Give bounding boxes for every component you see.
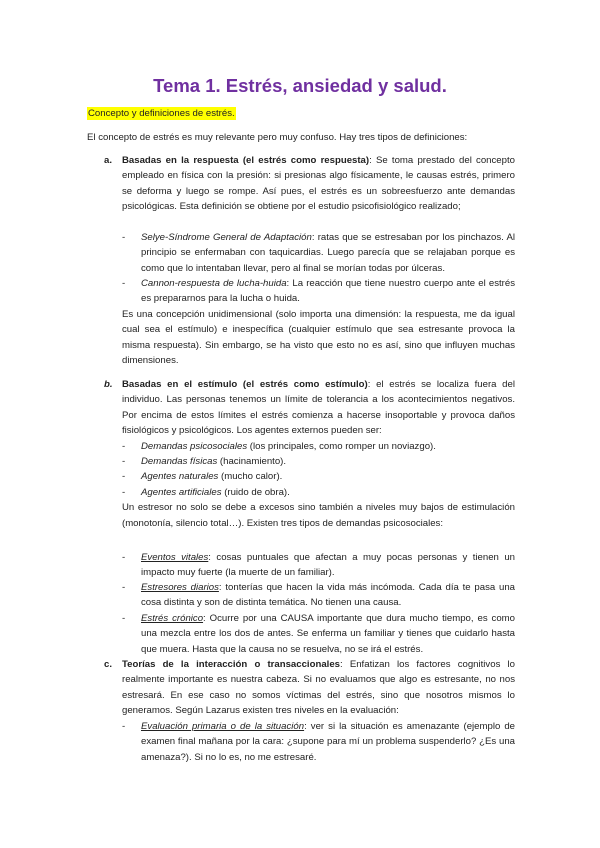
- list-item: [141, 719, 515, 765]
- list-item: [141, 439, 515, 454]
- item-term: Estresores diarios: [141, 582, 219, 593]
- definition-c: [122, 657, 515, 719]
- list-item: [141, 580, 515, 611]
- item-term: Agentes naturales: [141, 471, 219, 482]
- item-text: : La reacción que tiene nuestro cuerpo ante el estrés es prepararnos para la lucha o huida.: [141, 278, 515, 305]
- item-term: Cannon-respuesta de lucha-huida: [141, 278, 287, 289]
- item-text: (ruido de obra).: [221, 487, 290, 498]
- list-item: [141, 550, 515, 581]
- bullet-dash: -: [122, 721, 126, 732]
- item-text: : cosas puntuales que afectan a muy pocas personas y tienen un impacto muy fuerte (la muerte de un familiar).: [141, 552, 515, 579]
- list-item: [141, 454, 515, 469]
- list-item: [141, 276, 515, 307]
- definition-a-heading: Basadas en la respuesta (el estrés como respuesta): [122, 155, 370, 166]
- definition-b-text: : el estrés se localiza fuera del individuo. Las personas tenemos un límite de tolerancia a los acontecimientos negativos. Por encima de estos límites el estrés comienza a hacerse insoportable y provoca daños fisiológicos y psicológicos. Los agentes externos pueden ser:: [122, 379, 515, 437]
- definition-b-closing: Un estresor no solo se debe a excesos sino también a niveles muy bajos de estimulación (monotonía, silencio total…). Existen tres tipos de demandas psicosociales:: [122, 502, 515, 529]
- item-term: Agentes artificiales: [141, 487, 222, 498]
- list-item: [141, 485, 515, 500]
- item-term: Demandas psicosociales: [141, 441, 248, 452]
- section-heading: Concepto y definiciones de estrés.: [88, 108, 235, 119]
- item-text: : ver si la situación es amenazante (ejemplo de examen final mañana por la cara: ¿supone para mí un problema suspenderlo? ¿Es una amenaza?). Si no lo es, no me estresaré.: [141, 721, 516, 763]
- item-text: : ratas que se estresaban por los pinchazos. Al principio se enfermaban con taquicardias. Luego parecía que se relajaban porque es como que lo intentaban llevar, pero al final se morían todas por úlceras.: [141, 232, 515, 274]
- item-term: Selye-Síndrome General de Adaptación: [141, 232, 312, 243]
- definition-c-text: : Enfatizan los factores cognitivos lo realmente importante es nuestra cabeza. Si no evaluamos que algo es estresante, no nos estresará. En ese caso no somos víctimas del estrés, sino que nosotros mismos lo generamos. Según Lazarus existen tres niveles en la evaluación:: [122, 659, 515, 717]
- bullet-dash: -: [122, 613, 126, 624]
- list-marker-c: c.: [104, 659, 113, 670]
- item-text: (los principales, como romper un noviazgo).: [247, 441, 436, 452]
- page-title: Tema 1. Estrés, ansiedad y salud.: [153, 75, 447, 96]
- bullet-dash: -: [122, 552, 126, 563]
- bullet-dash: -: [122, 232, 126, 243]
- bullet-dash: -: [122, 487, 126, 498]
- item-term: Eventos vitales: [141, 552, 209, 563]
- definition-b-heading: Basadas en el estímulo (el estrés como estímulo): [122, 379, 368, 390]
- list-item: [141, 230, 515, 276]
- list-item: [141, 469, 515, 484]
- bullet-dash: -: [122, 471, 126, 482]
- bullet-dash: -: [122, 582, 126, 593]
- item-term: Evaluación primaria o de la situación: [141, 721, 305, 732]
- item-text: (mucho calor).: [218, 471, 283, 482]
- item-text: : tonterías que hacen la vida más incómoda. Cada día te pasa una cosa distinta y son de distinta temática. No tienen una causa.: [141, 582, 515, 609]
- item-text: (hacinamiento).: [217, 456, 287, 467]
- list-marker-a: a.: [104, 155, 113, 166]
- definition-b: [122, 377, 515, 439]
- item-term: Estrés crónico: [141, 613, 204, 624]
- bullet-dash: -: [122, 456, 126, 467]
- definition-a: [122, 153, 515, 215]
- definition-a-text: : Se toma prestado del concepto empleado en física con la presión: si presionas algo físicamente, le causas estrés, primero se deforma y luego se rompe. Así pues, el estrés es un sobreesfuerzo ante demandas psicológicas. Esta definición se obtiene por el estudio psicofisiológico realizado;: [122, 155, 515, 213]
- item-text: : Ocurre por una CAUSA importante que dura mucho tiempo, es como una mezcla entre los dos de antes. Se enferma un familiar y tienes que cuidarlo hasta que muera. Hasta que la causa no se resuelva, no se irá el estrés.: [141, 613, 515, 655]
- list-marker-b: b.: [104, 379, 113, 390]
- bullet-dash: -: [122, 441, 126, 452]
- definition-c-heading: Teorías de la interacción o transaccionales: [122, 659, 340, 670]
- definition-a-closing: Es una concepción unidimensional (solo importa una dimensión: la respuesta, me da igual cual sea el estímulo) e inespecífica (cualquier estímulo que sea estresante provoca la misma respuesta). Sin embargo, se ha visto que esto no es así, sino que influyen muchas dimensiones.: [122, 309, 515, 367]
- list-item: [141, 611, 515, 657]
- intro-paragraph: El concepto de estrés es muy relevante pero muy confuso. Hay tres tipos de definiciones:: [87, 132, 468, 143]
- bullet-dash: -: [122, 278, 126, 289]
- item-term: Demandas físicas: [141, 456, 218, 467]
